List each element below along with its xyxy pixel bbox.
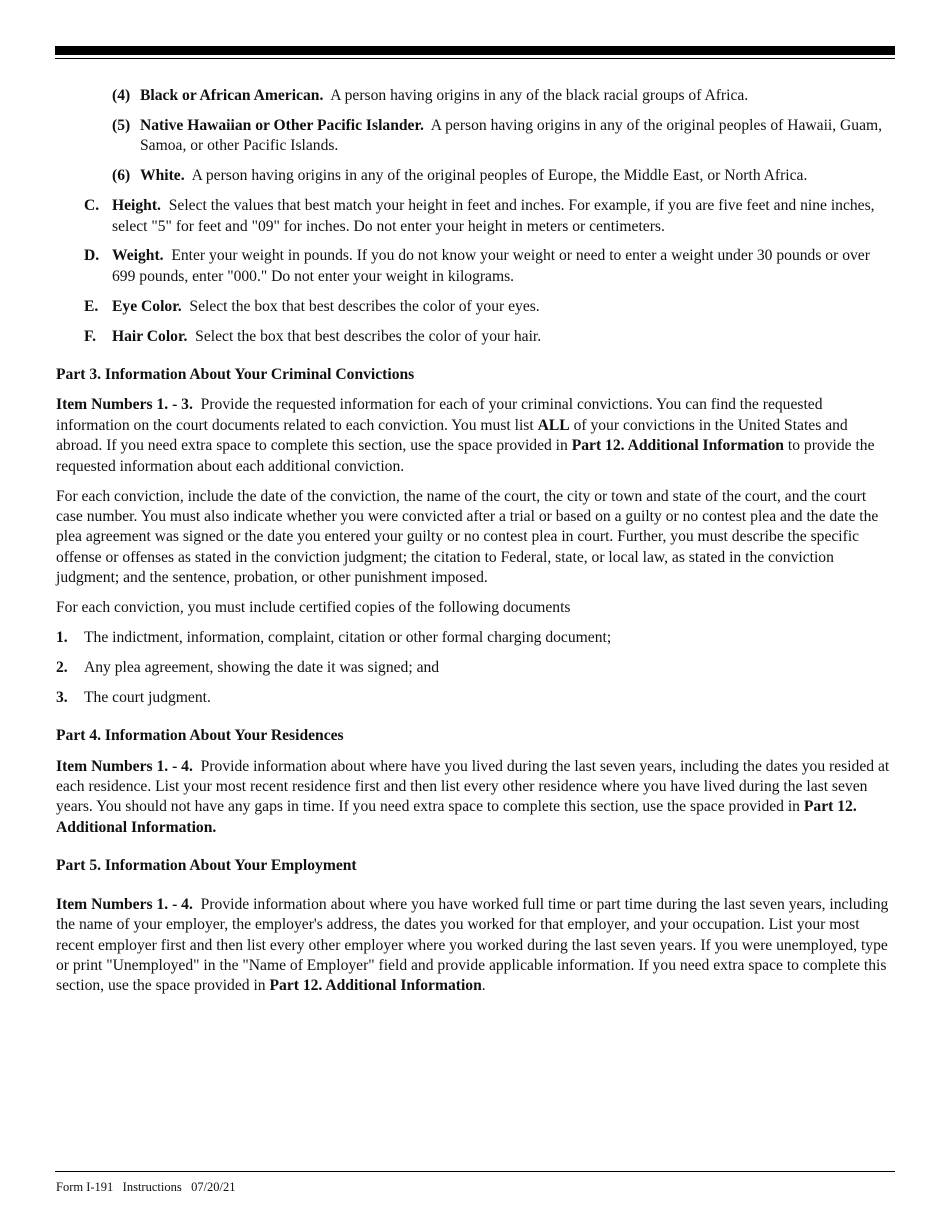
item-text: The court judgment. — [84, 688, 211, 706]
item-number: 2. — [56, 658, 68, 676]
part3-paragraph-3: For each conviction, you must include certified copies of the following documents — [56, 599, 571, 617]
emphasis-all: ALL — [537, 416, 570, 434]
item-text: A person having origins in any of the original peoples of Hawaii, Guam, Samoa, or other Pacific Islands. — [140, 116, 883, 155]
instructions-content — [56, 86, 896, 1006]
race-item — [56, 86, 896, 106]
letter-item-hair-color — [56, 327, 896, 347]
part5-paragraph — [56, 895, 896, 997]
header-rule-thin — [55, 58, 895, 59]
part5-heading: Part 5. Information About Your Employment — [56, 857, 357, 875]
footer-rule — [55, 1171, 895, 1172]
item-number: (6) — [112, 167, 131, 185]
item-text: Select the box that best describes the color of your hair. — [195, 327, 542, 345]
item-number: (5) — [112, 116, 131, 134]
letter-item-weight — [56, 246, 896, 287]
item-term: White. — [140, 167, 185, 185]
paragraph-text: Provide information about where have you lived during the last seven years, including the dates you resided at each residence. List your most recent residence first and then list every other residence where you have lived during the last seven years. You should not have any gaps in time. If you need extra space to complete this section, use the space provided in — [56, 757, 890, 816]
letter-item-eye-color — [56, 297, 896, 317]
item-text: A person having origins in any of the original peoples of Europe, the Middle East, or North Africa. — [191, 167, 808, 185]
item-text: The indictment, information, complaint, citation or other formal charging document; — [84, 629, 612, 647]
race-item — [56, 116, 896, 157]
item-term: Weight. — [112, 247, 164, 265]
letter-item-height — [56, 196, 896, 237]
part12-reference: Part 12. Additional Information — [571, 437, 784, 455]
header-rule-thick — [55, 46, 895, 55]
item-numbers-lead: Item Numbers 1. - 4. — [56, 895, 193, 913]
item-number: 3. — [56, 688, 68, 706]
item-term: Eye Color. — [112, 297, 182, 315]
part3-paragraph-2: For each conviction, include the date of the conviction, the name of the court, the city or town and state of the court, and the court case number. You must also indicate whether you were convicted after a trial or based on a guilty or no contest plea and the date the plea agreement was signed or the date you entered your guilty or no contest plea in court. Further, you must describe the specific offense or offenses as stated in the conviction judgment; the citation to Federal, state, or local law, as stated in the conviction judgment; and the sentence, probation, or other punishment imposed. — [56, 487, 879, 587]
item-text: A person having origins in any of the black racial groups of Africa. — [330, 87, 749, 104]
part12-reference: Part 12. Additional Information — [269, 977, 482, 995]
item-number: 1. — [56, 629, 68, 647]
item-number: (4) — [112, 87, 131, 104]
item-letter: F. — [84, 327, 96, 345]
page-footer — [56, 1180, 236, 1195]
item-text: Enter your weight in pounds. If you do not know your weight or need to enter a weight under 30 pounds or over 699 pounds, enter "000." Do not enter your weight in kilograms. — [112, 247, 870, 285]
paragraph-text: Provide information about where you have worked full time or part time during the last seven years, including the name of your employer, the employer's address, the dates you worked for that employer, and your occupation. List your most recent employer first and then list every other employer where you worked during the last seven years. If you were unemployed, type or print "Unemployed" in the "Name of Employer" field and provide applicable information. If you need extra space to complete this section, use the space provided in — [56, 895, 889, 995]
footer-doc: Instructions — [122, 1180, 182, 1194]
item-letter: C. — [84, 197, 100, 215]
part4-paragraph — [56, 757, 896, 839]
item-term: Native Hawaiian or Other Pacific Islander. — [140, 116, 424, 134]
item-term: Height. — [112, 197, 161, 215]
part12-reference: Part 12. Additional Information. — [56, 798, 857, 836]
paragraph-text: of your convictions in the United States and abroad. If you need extra space to complete this section, use the space provided in — [56, 416, 848, 455]
item-letter: E. — [84, 297, 99, 315]
paragraph-text: Provide the requested information for each of your criminal convictions. You can find the requested information on the court documents related to each conviction. You must list — [56, 396, 823, 434]
document-item — [56, 688, 896, 708]
item-text: Select the box that best describes the color of your eyes. — [189, 297, 540, 315]
part3-heading: Part 3. Information About Your Criminal Convictions — [56, 366, 415, 384]
document-item — [56, 628, 896, 648]
part4-heading: Part 4. Information About Your Residences — [56, 727, 344, 745]
item-numbers-lead: Item Numbers 1. - 3. — [56, 396, 193, 414]
paragraph-text: to provide the requested information about each additional conviction. — [56, 437, 875, 475]
paragraph-end: . — [481, 977, 486, 995]
item-letter: D. — [84, 247, 100, 265]
item-numbers-lead: Item Numbers 1. - 4. — [56, 757, 193, 775]
footer-date: 07/20/21 — [191, 1180, 236, 1194]
part3-paragraph-1 — [56, 395, 896, 477]
document-item — [56, 658, 896, 678]
footer-form: Form I-191 — [56, 1180, 114, 1194]
item-text: Select the values that best match your height in feet and inches. For example, if you are five feet and nine inches, select "5" for feet and "09" for inches. Do not enter your height in meters or centimeters. — [112, 197, 875, 235]
item-term: Black or African American. — [140, 87, 324, 104]
item-text: Any plea agreement, showing the date it was signed; and — [84, 658, 440, 676]
item-term: Hair Color. — [112, 327, 188, 345]
race-item — [56, 166, 896, 186]
